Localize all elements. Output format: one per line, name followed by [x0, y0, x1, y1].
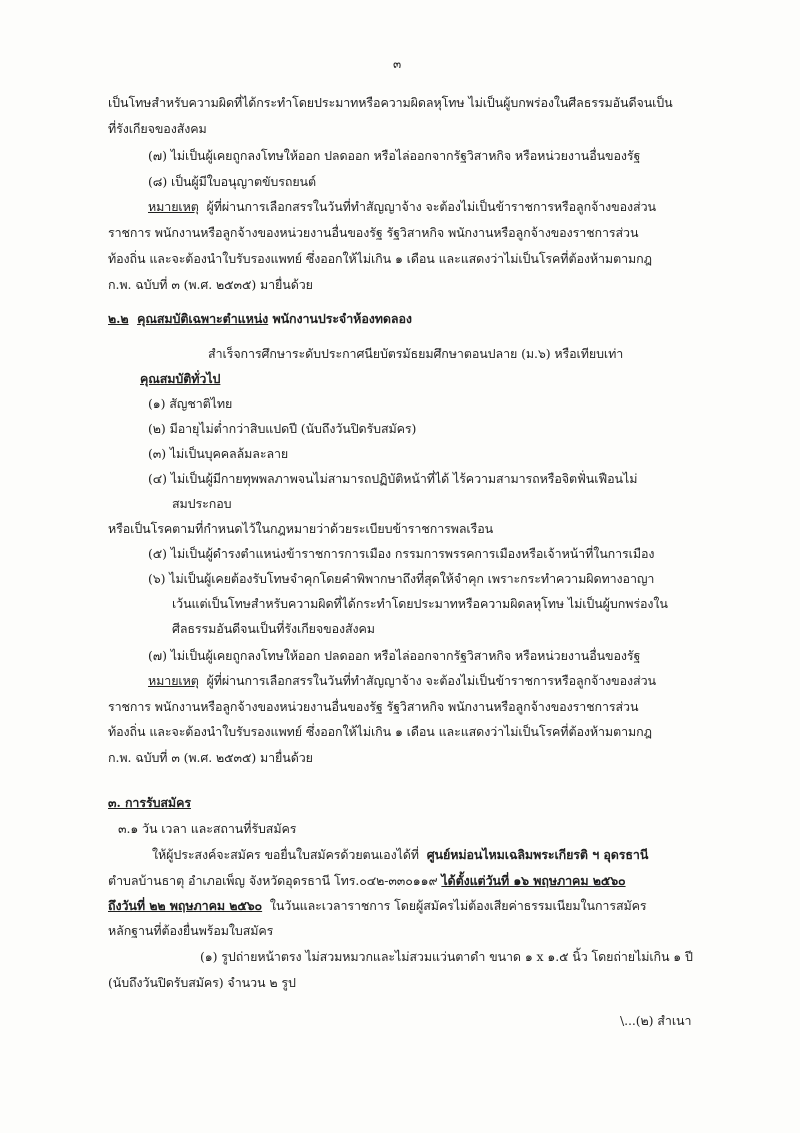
list-item: (๓) ไม่เป็นบุคคลล้มละลาย [148, 446, 289, 461]
note-line: ท้องถิ่น และจะต้องนำใบรับรองแพทย์ ซึ่งออกให้ไม่เกิน ๑ เดือน และแสดงว่าไม่เป็นโรคที่ต้องห้ามตามกฎ [108, 724, 652, 739]
list-item: (๘) เป็นผู้มีใบอนุญาตขับรถยนต์ [148, 174, 317, 189]
continued-marker: \...(๒) สำเนา [620, 1013, 692, 1028]
list-item: (๖) ไม่เป็นผู้เคยต้องรับโทษจำคุกโดยคำพิพากษาถึงที่สุดให้จำคุก เพราะกระทำความผิดทางอาญา [148, 571, 655, 586]
paragraph-line [152, 847, 648, 863]
list-item: (๑) รูปถ่ายหน้าตรง ไม่สวมหมวกและไม่สวมแว่นตาดำ ขนาด ๑ x ๑.๕ นิ้ว โดยถ่ายไม่เกิน ๑ ปี [200, 949, 693, 964]
section-heading [108, 311, 412, 327]
list-item-cont: ศีลธรรมอันดีจนเป็นที่รังเกียจของสังคม [172, 621, 375, 636]
note-line [148, 199, 656, 215]
general-qualifications-heading: คุณสมบัติทั่วไป [140, 371, 221, 386]
note-line: ราชการ พนักงานหรือลูกจ้างของหน่วยงานอื่นของรัฐ รัฐวิสาหกิจ พนักงานหรือลูกจ้างของราชการส่วน [108, 225, 639, 240]
list-item: (๗) ไม่เป็นผู้เคยถูกลงโทษให้ออก ปลดออก หรือไล่ออกจากรัฐวิสาหกิจ หรือหน่วยงานอื่นของรัฐ [148, 648, 641, 663]
subsection-heading: ๓.๑ วัน เวลา และสถานที่รับสมัคร [118, 821, 297, 836]
list-item: (๔) ไม่เป็นผู้มีกายทุพพลภาพจนไม่สามารถปฏิบัติหน้าที่ได้ ไร้ความสามารถหรือจิตฟั่นเฟือนไม่ [148, 471, 638, 486]
list-item-cont: (นับถึงวันปิดรับสมัคร) จำนวน ๒ รูป [108, 975, 296, 990]
list-item: (๑) สัญชาติไทย [148, 396, 233, 411]
paragraph-text: ตำบลบ้านธาตุ อำเภอเพ็ญ จังหวัดอุดรธานี โทร.๐๔๒-๓๓๐๑๑๙ [108, 873, 438, 888]
note-text: ผู้ที่ผ่านการเลือกสรรในวันที่ทำสัญญาจ้าง จะต้องไม่เป็นข้าราชการหรือลูกจ้างของส่วน [206, 199, 656, 214]
application-end-date: ถึงวันที่ ๒๒ พฤษภาคม ๒๕๖๐ [108, 898, 263, 913]
list-item: (๕) ไม่เป็นผู้ดำรงตำแหน่งข้าราชการการเมือง กรรมการพรรคการเมืองหรือเจ้าหน้าที่ในการเมือง [148, 546, 655, 561]
note-line: ท้องถิ่น และจะต้องนำใบรับรองแพทย์ ซึ่งออกให้ไม่เกิน ๑ เดือน และแสดงว่าไม่เป็นโรคที่ต้องห้ามตามกฎ [108, 251, 652, 266]
note-label: หมายเหตุ [148, 673, 199, 688]
paragraph-line: หลักฐานที่ต้องยื่นพร้อมใบสมัคร [108, 923, 274, 938]
list-item-cont: เว้นแต่เป็นโทษสำหรับความผิดที่ได้กระทำโดยประมาทหรือความผิดลหุโทษ ไม่เป็นผู้บกพร่องใน [172, 596, 668, 611]
note-line [148, 673, 656, 689]
list-item-cont: หรือเป็นโรคตามที่กำหนดไว้ในกฎหมายว่าด้วยระเบียบข้าราชการพลเรือน [108, 521, 494, 536]
education-requirement: สำเร็จการศึกษาระดับประกาศนียบัตรมัธยมศึกษาตอนปลาย (ม.๖) หรือเทียบเท่า [208, 346, 624, 361]
section-heading: ๓. การรับสมัคร [108, 795, 191, 810]
note-line: ก.พ. ฉบับที่ ๓ (พ.ศ. ๒๕๓๕) มายื่นด้วย [108, 750, 313, 765]
text-line: เป็นโทษสำหรับความผิดที่ได้กระทำโดยประมาทหรือความผิดลหุโทษ ไม่เป็นผู้บกพร่องในศีลธรรมอันดีจนเป็น [108, 95, 673, 110]
note-line: ราชการ พนักงานหรือลูกจ้างของหน่วยงานอื่นของรัฐ รัฐวิสาหกิจ พนักงานหรือลูกจ้างของราชการส่วน [108, 699, 639, 714]
application-start-date: ได้ตั้งแต่วันที่ ๑๖ พฤษภาคม ๒๕๖๐ [441, 873, 626, 888]
section-title: คุณสมบัติเฉพาะตำแหน่ง [137, 311, 269, 326]
paragraph-text: ให้ผู้ประสงค์จะสมัคร ขอยื่นใบสมัครด้วยตนเองได้ที่ [152, 847, 419, 862]
note-line: ก.พ. ฉบับที่ ๓ (พ.ศ. ๒๕๓๕) มายื่นด้วย [108, 277, 313, 292]
section-number: ๒.๒ [108, 311, 129, 326]
text-line: ที่รังเกียจของสังคม [108, 121, 207, 136]
note-label: หมายเหตุ [148, 199, 199, 214]
list-item: (๗) ไม่เป็นผู้เคยถูกลงโทษให้ออก ปลดออก หรือไล่ออกจากรัฐวิสาหกิจ หรือหน่วยงานอื่นของรัฐ [148, 148, 641, 163]
paragraph-line [108, 873, 626, 889]
paragraph-text: ในวันและเวลาราชการ โดยผู้สมัครไม่ต้องเสียค่าธรรมเนียมในการสมัคร [269, 898, 647, 913]
section-subtitle: พนักงานประจำห้องทดลอง [272, 311, 412, 326]
list-item-cont: สมประกอบ [172, 496, 232, 511]
note-text: ผู้ที่ผ่านการเลือกสรรในวันที่ทำสัญญาจ้าง จะต้องไม่เป็นข้าราชการหรือลูกจ้างของส่วน [206, 673, 656, 688]
venue-name: ศูนย์หม่อนไหมเฉลิมพระเกียรติ ฯ อุดรธานี [426, 847, 649, 862]
paragraph-line [108, 898, 647, 914]
list-item: (๒) มีอายุไม่ต่ำกว่าสิบแปดปี (นับถึงวันปิดรับสมัคร) [148, 421, 417, 436]
page-number: ๓ [393, 57, 402, 71]
